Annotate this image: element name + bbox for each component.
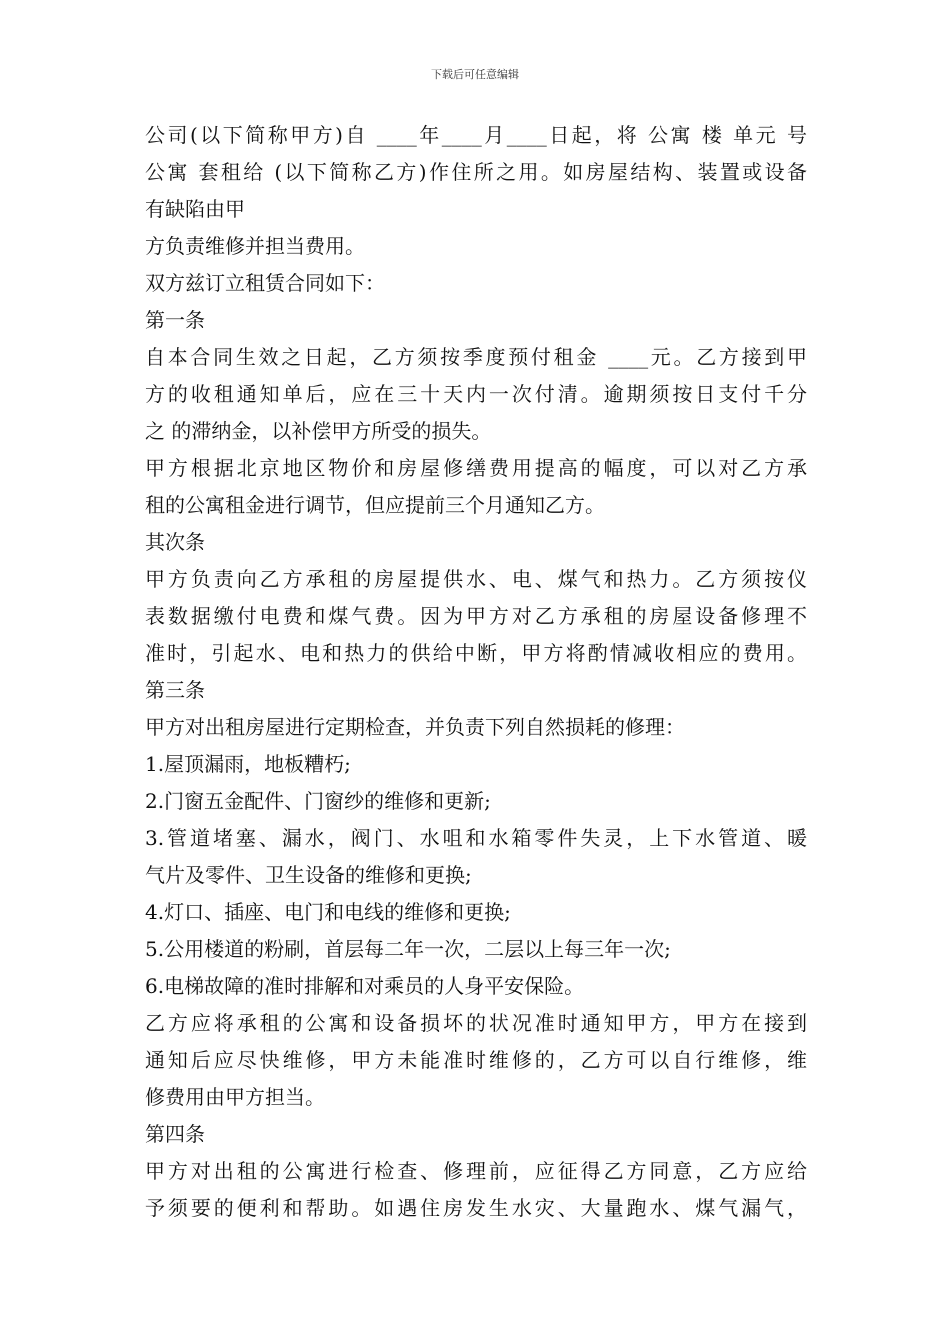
text-line: 予须要的便利和帮助。如遇住房发生水灾、大量跑水、煤气漏气， [145, 1196, 807, 1220]
document-body [145, 117, 807, 1227]
text-line: 双方兹订立租赁合同如下： [145, 271, 385, 295]
page-header: 下载后可任意编辑 [431, 68, 519, 81]
text-line: 甲方根据北京地区物价和房屋修缮费用提高的幅度，可以对乙方承 [145, 456, 807, 480]
text-line: 准时，引起水、电和热力的供给中断，甲方将酌情减收相应的费用。 [145, 641, 807, 665]
text-line: 公寓 套租给 (以下简称乙方)作住所之用。如房屋结构、装置或设备 [145, 160, 807, 184]
text-line: 第三条 [145, 678, 205, 702]
text-line: 乙方应将承租的公寓和设备损坏的状况准时通知甲方，甲方在接到 [145, 1011, 807, 1035]
text-line: 通知后应尽快维修，甲方未能准时维修的，乙方可以自行维修，维 [145, 1048, 807, 1072]
text-line: 甲方对出租房屋进行定期检查，并负责下列自然损耗的修理： [145, 715, 685, 739]
text-line: 第一条 [145, 308, 205, 332]
text-line: 其次条 [145, 530, 205, 554]
text-line: 公司(以下简称甲方)自 ____年____月____日起，将 公寓 楼 单元 号 [145, 123, 807, 147]
text-line: 自本合同生效之日起，乙方须按季度预付租金 ____元。乙方接到甲 [145, 345, 807, 369]
text-line: 有缺陷由甲 [145, 197, 245, 221]
text-line: 2.门窗五金配件、门窗纱的维修和更新; [145, 789, 491, 813]
text-line: 第四条 [145, 1122, 205, 1146]
text-line: 之 的滞纳金，以补偿甲方所受的损失。 [145, 419, 492, 443]
text-line: 方负责维修并担当费用。 [145, 234, 365, 258]
text-line: 甲方对出租的公寓进行检查、修理前，应征得乙方同意，乙方应给 [145, 1159, 807, 1183]
text-line: 修费用由甲方担当。 [145, 1085, 325, 1109]
text-line: 5.公用楼道的粉刷，首层每二年一次，二层以上每三年一次; [145, 937, 671, 961]
text-line: 甲方负责向乙方承租的房屋提供水、电、煤气和热力。乙方须按仪 [145, 567, 807, 591]
text-line: 气片及零件、卫生设备的维修和更换; [145, 863, 472, 887]
text-line: 4.灯口、插座、电门和电线的维修和更换; [145, 900, 511, 924]
text-line: 表数据缴付电费和煤气费。因为甲方对乙方承租的房屋设备修理不 [145, 604, 807, 628]
text-line: 3.管道堵塞、漏水，阀门、水咀和水箱零件失灵，上下水管道、暖 [145, 826, 807, 850]
text-line: 方的收租通知单后，应在三十天内一次付清。逾期须按日支付千分 [145, 382, 807, 406]
text-line: 6.电梯故障的准时排解和对乘员的人身平安保险。 [145, 974, 585, 998]
text-line: 1.屋顶漏雨，地板糟朽; [145, 752, 351, 776]
text-line: 租的公寓租金进行调节，但应提前三个月通知乙方。 [145, 493, 605, 517]
